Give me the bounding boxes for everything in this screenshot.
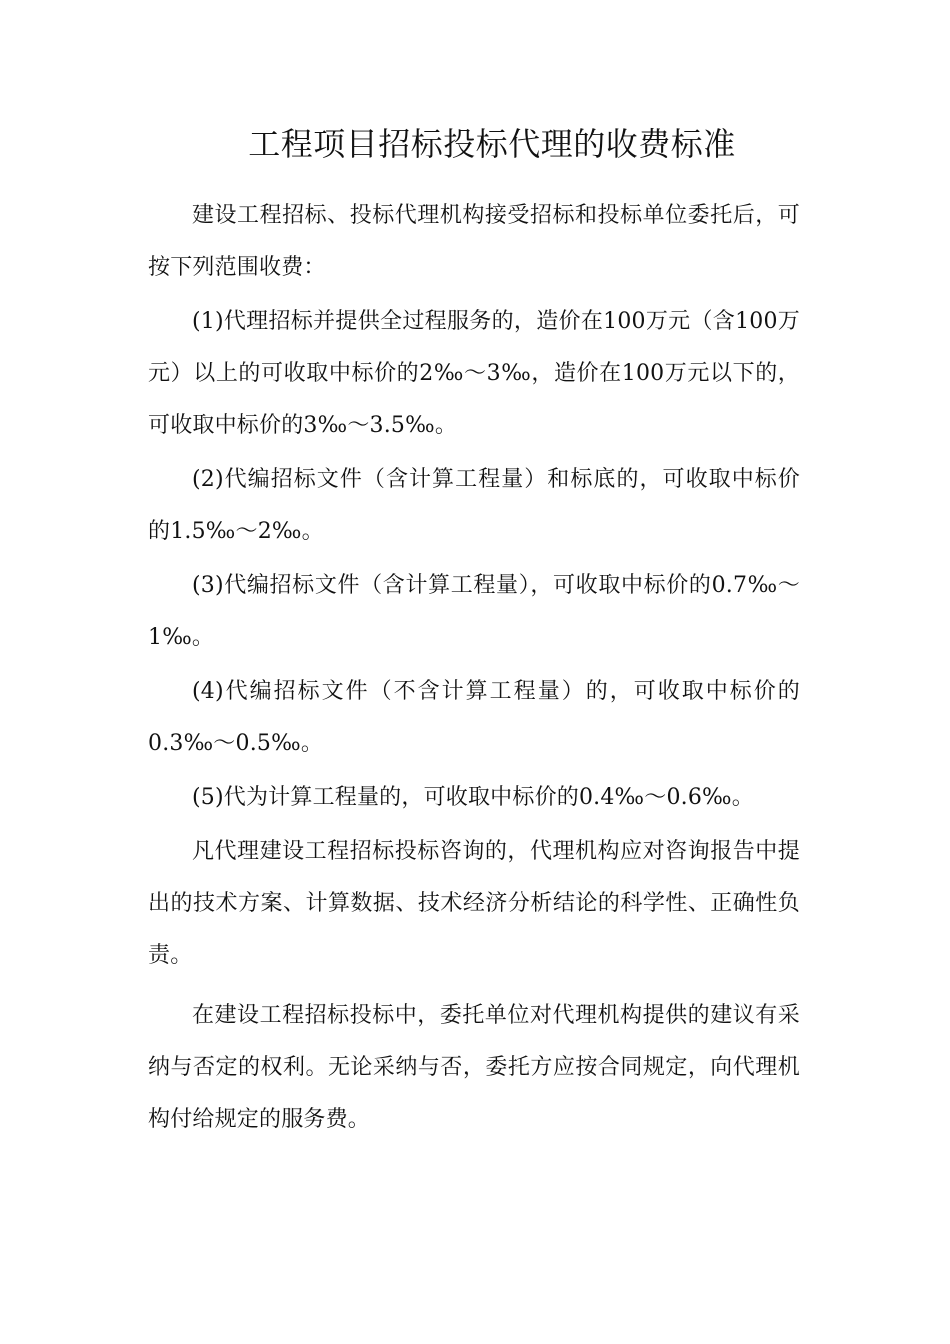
paragraph-item-4: (4)代编招标文件（不含计算工程量）的，可收取中标价的0.3‰～0.5‰。 — [148, 679, 800, 756]
paragraph-service-fee: 在建设工程招标投标中，委托单位对代理机构提供的建议有采纳与否定的权利。无论采纳与否，委托方应按合同规定，向代理机构付给规定的服务费。 — [148, 1003, 800, 1132]
paragraph-intro: 建设工程招标、投标代理机构接受招标和投标单位委托后，可按下列范围收费： — [148, 203, 800, 280]
paragraph-item-5: (5)代为计算工程量的，可收取中标价的0.4‰～0.6‰。 — [192, 785, 754, 810]
paragraph-item-1: (1)代理招标并提供全过程服务的，造价在100万元（含100万元）以上的可收取中标价的2‰～3‰，造价在100万元以下的，可收取中标价的3‰～3.5‰。 — [148, 309, 800, 438]
paragraph-item-2: (2)代编招标文件（含计算工程量）和标底的，可收取中标价的1.5‰～2‰。 — [148, 467, 800, 544]
document-page — [148, 118, 800, 1146]
document-title: 工程项目招标投标代理的收费标准 — [248, 125, 736, 163]
paragraph-consulting-responsibility: 凡代理建设工程招标投标咨询的，代理机构应对咨询报告中提出的技术方案、计算数据、技术经济分析结论的科学性、正确性负责。 — [148, 839, 800, 968]
paragraph-item-3: (3)代编招标文件（含计算工程量），可收取中标价的0.7‰～1‰。 — [148, 573, 800, 650]
